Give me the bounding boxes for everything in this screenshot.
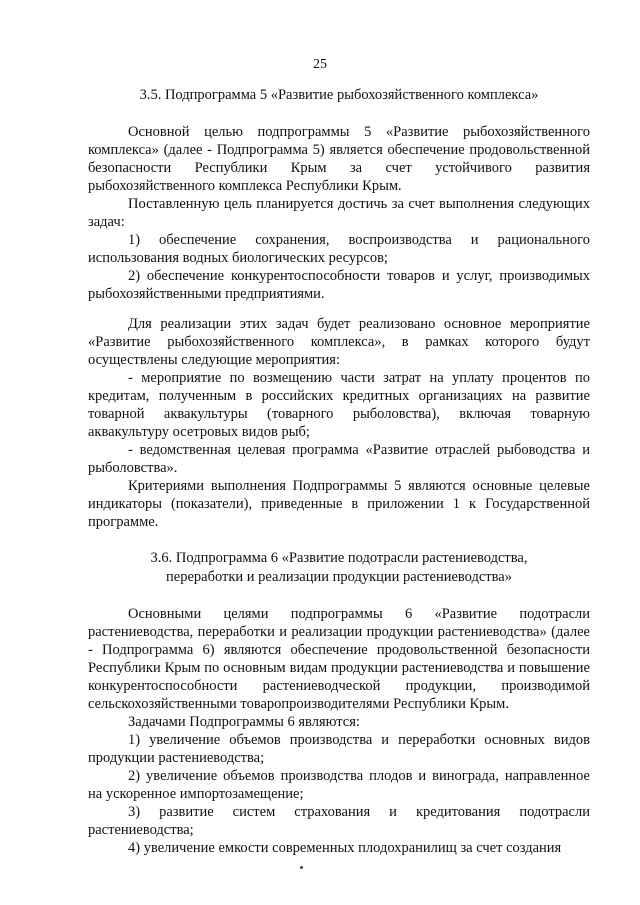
- paragraph: - ведомственная целевая программа «Развитие отраслей рыбоводства и рыболовства».: [88, 442, 590, 476]
- paragraph: Для реализации этих задач будет реализовано основное мероприятие «Развитие рыбохозяйственного комплекса», в рамках которого будут осуществлены следующие мероприятия:: [88, 316, 590, 368]
- paragraph: Критериями выполнения Подпрограммы 5 являются основные целевые индикаторы (показатели), приведенные в приложении 1 к Государственной программе.: [88, 478, 590, 530]
- paragraph: 1) обеспечение сохранения, воспроизводства и рационального использования водных биологических ресурсов;: [88, 232, 590, 266]
- paragraph: 3) развитие систем страхования и кредитования подотрасли растениеводства;: [88, 804, 590, 838]
- paragraph: 2) увеличение объемов производства плодов и винограда, направленное на ускоренное импортозамещение;: [88, 768, 590, 802]
- paragraph: - мероприятие по возмещению части затрат на уплату процентов по кредитам, полученным в российских кредитных организациях на развитие товарной аквакультуры (товарного рыболовства), включая товарную аквакультуру осетровых видов рыб;: [88, 370, 590, 440]
- paragraph: 1) увеличение объемов производства и переработки основных видов продукции растениеводства;: [88, 732, 590, 766]
- page-content: [88, 86, 590, 857]
- section-heading-3-5: 3.5. Подпрограмма 5 «Развитие рыбохозяйственного комплекса»: [139, 87, 539, 103]
- section-heading-line: переработки и реализации продукции растениеводства»: [166, 569, 512, 585]
- paragraph: Задачами Подпрограммы 6 являются:: [128, 714, 360, 730]
- paragraph: 4) увеличение емкости современных плодохранилищ за счет создания: [128, 840, 562, 856]
- paragraph: 2) обеспечение конкурентоспособности товаров и услуг, производимых рыбохозяйственными предприятиями.: [88, 268, 590, 302]
- paragraph: Поставленную цель планируется достичь за счет выполнения следующих задач:: [88, 196, 590, 230]
- section-heading-line: 3.6. Подпрограмма 6 «Развитие подотрасли растениеводства,: [150, 550, 528, 566]
- scan-speck: [300, 866, 303, 869]
- paragraph: Основной целью подпрограммы 5 «Развитие рыбохозяйственного комплекса» (далее - Подпрограмма 5) является обеспечение продовольственной безопасности Республики Крым за счет устойчивого развития рыбохозяйственного комплекса Республики Крым.: [88, 124, 590, 194]
- page-number: 25: [313, 57, 327, 72]
- section-heading-3-6: [88, 549, 590, 587]
- paragraph: Основными целями подпрограммы 6 «Развитие подотрасли растениеводства, переработки и реализации продукции растениеводства» (далее - Подпрограмма 6) являются обеспечение продовольственной безопасности Республики Крым по основным видам продукции растениеводства и повышение конкурентоспособности растениеводческой продукции, производимой сельскохозяйственными товаропроизводителями Республики Крым.: [88, 606, 590, 712]
